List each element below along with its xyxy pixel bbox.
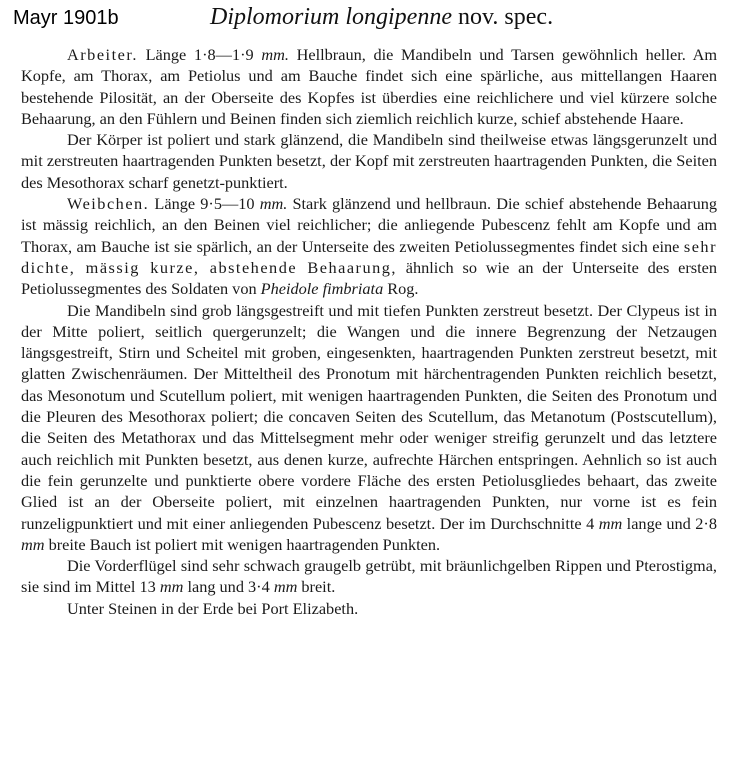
text-segment: lange und 2·8 bbox=[622, 513, 717, 533]
text-segment: Unter Steinen in der Erde bei Port Elizabeth. bbox=[67, 598, 359, 618]
text-segment: ähnlich so wie an der Unterseite des ersten Petiolussegmentes des Soldaten von bbox=[21, 257, 717, 299]
species-name: Diplomorium longipenne bbox=[210, 4, 452, 30]
italic-text: mm bbox=[21, 534, 45, 554]
paragraph bbox=[21, 300, 717, 556]
italic-text: mm. bbox=[259, 194, 288, 214]
citation-reference: Mayr 1901b bbox=[13, 7, 119, 29]
text-segment: lang und 3·4 bbox=[183, 577, 274, 597]
species-title bbox=[210, 4, 553, 31]
paragraph bbox=[21, 193, 717, 299]
italic-text: mm bbox=[598, 513, 623, 533]
italic-text: mm bbox=[273, 577, 298, 597]
text-segment: breit. bbox=[297, 577, 336, 597]
spaced-heading-text: Arbeiter. bbox=[67, 45, 138, 64]
species-status: nov. spec. bbox=[457, 4, 554, 30]
text-segment: Rog. bbox=[383, 279, 419, 299]
page-header bbox=[13, 6, 723, 38]
paragraph bbox=[21, 555, 717, 598]
text-segment: Die Mandibeln sind grob längsgestreift und mit tiefen Punkten zerstreut besetzt. Der Clypeus ist in der Mitte poliert, seitlich quergerunzelt; die Wangen und die innere Begrenzung der Netzaugen längsgestreift, Stirn und Scheitel mit groben, eingesenkten, haartragenden Punkten zerstreut besetzt, mit glatten Zwischenräumen. Der Mitteltheil des Pronotum mit härchentragenden Punkten reichlich besetzt, das Mesonotum und Scutellum poliert, mit wenigen haartragenden Punkten, die Seiten des Pronotum und die Pleuren des Mesothorax poliert; die concaven Seiten des Scutellum, das Metanotum (Postscutellum), die Seiten des Metathorax und das Mittelsegment mehr oder weniger streifig gerunzelt und das letztere auch reichlich mit Punkten besetzt, aus denen kurze, aufrechte Härchen entspringen. Aehnlich so ist auch die fein gerunzelte und punktierte obere vordere Fläche des ersten Petiolusgliedes behaart, das zweite Glied ist an der Oberseite poliert, mit einzelnen haartragenden Punkten, nur vorne ist es fein runzeligpunktiert und mit einer anliegenden Pubescenz besetzt. Der im Durchschnitte 4 bbox=[21, 300, 717, 533]
text-segment: Stark glänzend und hellbraun. Die schief abstehende Behaarung ist mässig reichlich, an den Beinen viel reichlicher; die anliegende Pubescenz fehlt am Kopfe und am Thorax, am Bauche ist sie spärlich, an der Unterseite des zweiten Petiolussegmentes findet sich eine bbox=[21, 194, 718, 256]
description-body bbox=[21, 44, 717, 619]
text-segment: Länge 9·5—10 bbox=[149, 194, 260, 214]
spaced-heading-text: sehr dichte, mässig kurze, abstehende Behaarung, bbox=[21, 236, 717, 277]
text-segment: Der Körper ist poliert und stark glänzend, die Mandibeln sind theilweise etwas längsgerunzelt und mit zerstreuten haartragenden Punkten besetzt, der Kopf mit zerstreuten haartragenden Punkten, die Seiten des Mesothorax scharf genetzt-punktiert. bbox=[21, 130, 717, 192]
paragraph bbox=[21, 598, 717, 619]
paragraph bbox=[21, 44, 717, 129]
italic-text: mm. bbox=[261, 45, 289, 64]
spaced-heading-text: Weibchen. bbox=[67, 194, 150, 214]
text-segment: Die Vorderflügel sind sehr schwach graugelb getrübt, mit bräunlichgelben Rippen und Pterostigma, sie sind im Mittel 13 bbox=[21, 556, 717, 597]
text-segment: Hellbraun, die Mandibeln und Tarsen gewöhnlich heller. Am Kopfe, am Thorax, am Petiolus und am Bauche findet sich eine spärliche, aus mittellangen Haaren bestehende Pilosität, an der Oberseite des Kopfes ist überdies eine reichlichere und viel kürzere solche Behaarung, an den Fühlern und Beinen finden sich ziemlich reichlich kurze, schief abstehende Haare. bbox=[21, 45, 718, 128]
paragraph bbox=[21, 129, 717, 193]
text-segment: Länge 1·8—1·9 bbox=[137, 45, 262, 64]
italic-text: mm bbox=[159, 577, 184, 597]
text-segment: breite Bauch ist poliert mit wenigen haartragenden Punkten. bbox=[44, 534, 441, 554]
italic-text: Pheidole fimbriata bbox=[260, 279, 384, 299]
